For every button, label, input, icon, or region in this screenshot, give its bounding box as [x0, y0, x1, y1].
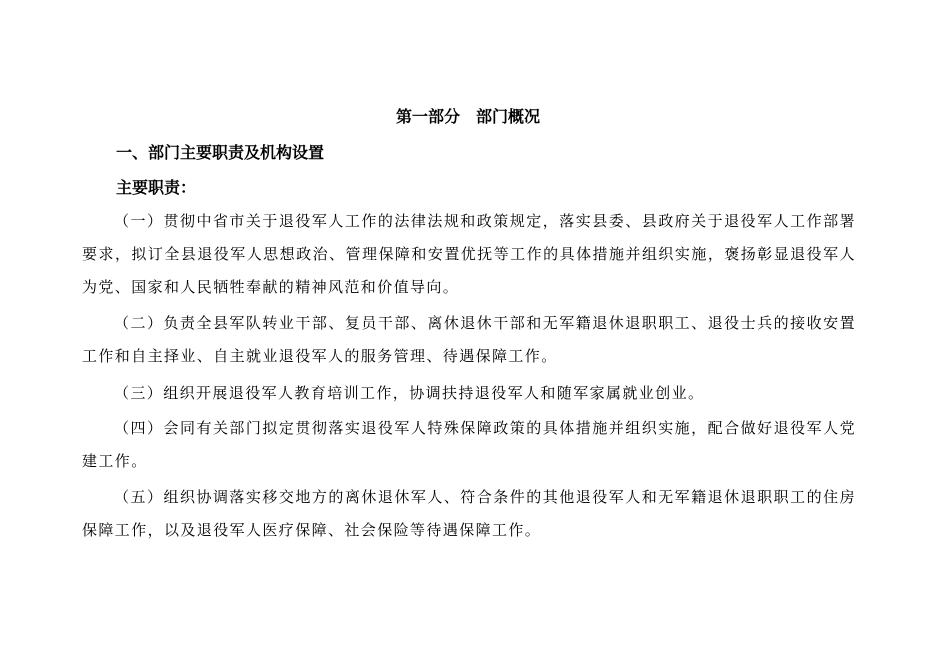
- paragraph-1: （一）贯彻中省市关于退役军人工作的法律法规和政策规定，落实县委、县政府关于退役军人工作部署要求，拟订全县退役军人思想政治、管理保障和安置优抚等工作的具体措施并组织实施，褒扬彰显退役军人为党、国家和人民牺牲奉献的精神风范和价值导向。: [82, 212, 856, 296]
- paragraph-2: （二）负责全县军队转业干部、复员干部、离休退休干部和无军籍退休退职职工、退役士兵的接收安置工作和自主择业、自主就业退役军人的服务管理、待遇保障工作。: [82, 314, 856, 365]
- sub-heading: 主要职责：: [116, 178, 197, 197]
- paragraph-3: （三）组织开展退役军人教育培训工作，协调扶持退役军人和随军家属就业创业。: [114, 384, 705, 402]
- section-heading: 一、部门主要职责及机构设置: [116, 143, 325, 162]
- paragraph-5: （五）组织协调落实移交地方的离休退休军人、符合条件的其他退役军人和无军籍退休退职职工的住房保障工作，以及退役军人医疗保障、社会保险等待遇保障工作。: [82, 488, 856, 539]
- part-title: 第一部分 部门概况: [395, 107, 540, 126]
- paragraph-4: （四）会同有关部门拟定贯彻落实退役军人特殊保障政策的具体措施并组织实施，配合做好退役军人党建工作。: [82, 419, 856, 470]
